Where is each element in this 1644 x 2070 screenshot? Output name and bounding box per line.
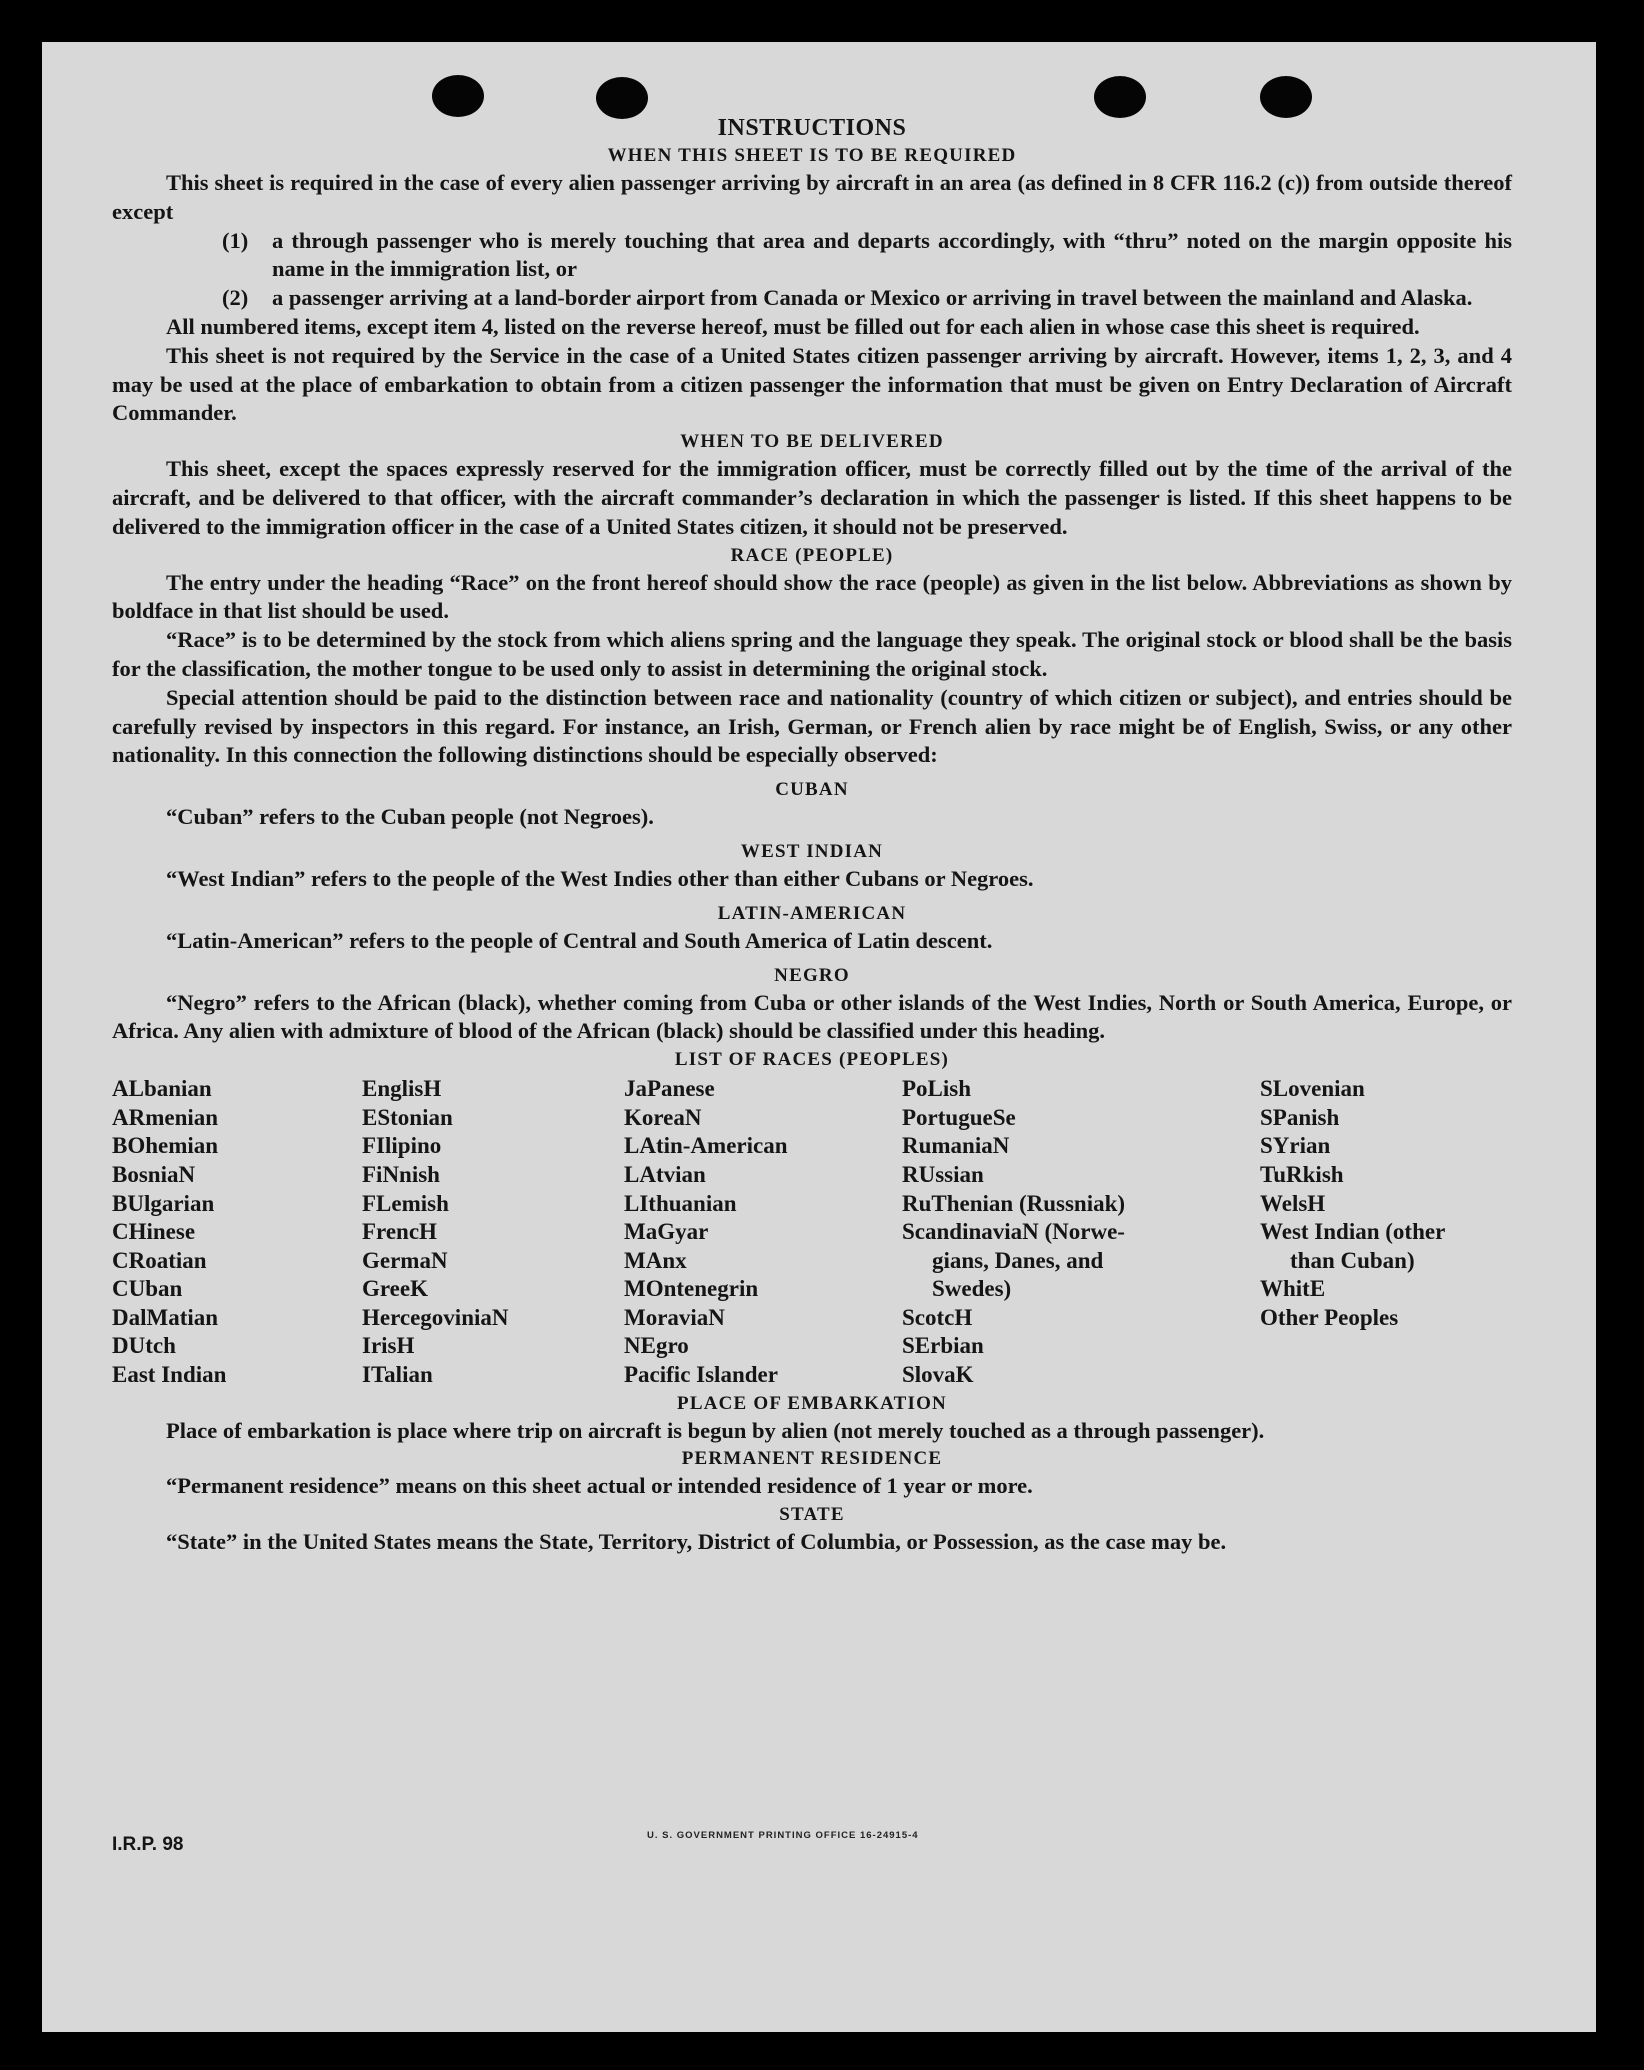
race-entry: LAtvian (624, 1161, 706, 1187)
race-entry: ITalian (362, 1362, 433, 1388)
races-column (624, 1075, 902, 1390)
race-entry: Pacific Islander (624, 1362, 778, 1388)
race-entry: SLovenian (1260, 1076, 1365, 1102)
race-entry: FLemish (362, 1190, 449, 1216)
heading-west-indian: WEST INDIAN (740, 840, 884, 862)
race-entry: SErbian (902, 1333, 984, 1359)
paragraph: This sheet, except the spaces expressly reserved for the immigration officer, must be correctly filled out by the time of the arrival of the aircraft, and be delivered to that officer, with the aircraft commander’s declaration in which the passenger is listed. If this sheet happens to be delivered to the immigration officer in the case of a United States citizen, it should not be preserved. (112, 456, 1512, 539)
race-entry: Other Peoples (1260, 1304, 1399, 1330)
race-entry: LAtin-American (624, 1133, 788, 1159)
race-entry: WhitE (1260, 1276, 1326, 1302)
race-entry: ScandinaviaN (Norwe- (902, 1219, 1125, 1245)
race-entry: RUssian (902, 1161, 984, 1187)
paragraph: “Negro” refers to the African (black), whether coming from Cuba or other islands of the West Indies, North or South America, Europe, or Africa. Any alien with admixture of blood of the African (black) should be classified under this heading. (112, 989, 1512, 1044)
race-entry: SlovaK (902, 1362, 974, 1388)
list-item (222, 227, 1512, 285)
race-entry: JaPanese (624, 1076, 715, 1102)
heading-state: STATE (779, 1504, 845, 1526)
punch-hole (432, 75, 484, 117)
race-entry: BOhemian (112, 1133, 219, 1159)
race-entry: DUtch (112, 1333, 176, 1359)
punch-hole (1094, 76, 1146, 118)
item-number: (2) (222, 285, 249, 311)
heading-race: RACE (PEOPLE) (730, 544, 894, 566)
paragraph: The entry under the heading “Race” on the front hereof should show the race (people) as given in the list below. Abbreviations as shown by boldface in that list should be used. (112, 569, 1512, 624)
races-column (1260, 1075, 1512, 1390)
item-text: a passenger arriving at a land-border airport from Canada or Mexico or arriving in travel between the mainland and Alaska. (272, 285, 1473, 311)
race-entry: FIlipino (362, 1133, 442, 1159)
races-column (362, 1075, 624, 1390)
printer-imprint: U. S. GOVERNMENT PRINTING OFFICE 16-24915-4 (647, 1830, 919, 1841)
race-entry: WelsH (1260, 1190, 1326, 1216)
race-entry: GermaN (362, 1247, 448, 1273)
paragraph: “Cuban” refers to the Cuban people (not Negroes). (166, 804, 654, 830)
heading-negro: NEGRO (774, 964, 850, 986)
race-entry: RumaniaN (902, 1133, 1010, 1159)
race-entry: gians, Danes, and (932, 1247, 1104, 1273)
document-sheet (42, 42, 1596, 2032)
race-entry: BUlgarian (112, 1190, 215, 1216)
race-entry: MAnx (624, 1247, 687, 1273)
heading-when-delivered: WHEN TO BE DELIVERED (680, 431, 944, 453)
heading-permanent-residence: PERMANENT RESIDENCE (681, 1448, 943, 1470)
race-entry: Swedes) (932, 1276, 1012, 1302)
race-entry: West Indian (other (1260, 1219, 1446, 1245)
heading-when-required: WHEN THIS SHEET IS TO BE REQUIRED (607, 145, 1017, 166)
heading-cuban: CUBAN (775, 779, 849, 801)
heading-latin-american: LATIN-AMERICAN (717, 902, 907, 924)
paragraph: “West Indian” refers to the people of the West Indies other than either Cubans or Negroes. (166, 865, 1034, 891)
race-entry: MoraviaN (624, 1304, 725, 1330)
race-entry: BosniaN (112, 1161, 196, 1187)
race-entry: SYrian (1260, 1133, 1331, 1159)
race-entry: FiNnish (362, 1161, 440, 1187)
paragraph: All numbered items, except item 4, listed on the reverse hereof, must be filled out for each alien in whose case this sheet is required. (166, 313, 1420, 339)
paragraph: “State” in the United States means the State, Territory, District of Columbia, or Possession, as the case may be. (166, 1529, 1227, 1555)
races-column (112, 1075, 362, 1390)
race-entry: FrencH (362, 1219, 437, 1245)
paragraph: “Permanent residence” means on this sheet actual or intended residence of 1 year or more. (166, 1473, 1033, 1499)
paragraph: “Race” is to be determined by the stock from which aliens spring and the language they speak. The original stock or blood shall be the basis for the classification, the mother tongue to be used only to assist in determining the original stock. (112, 627, 1512, 681)
race-entry: RuThenian (Russniak) (902, 1190, 1126, 1216)
race-entry: KoreaN (624, 1104, 702, 1130)
race-entry: LIthuanian (624, 1190, 737, 1216)
race-entry: CHinese (112, 1219, 196, 1245)
races-column (902, 1075, 1260, 1390)
item-number: (1) (222, 227, 249, 253)
heading-races-list: LIST OF RACES (PEOPLES) (674, 1049, 950, 1071)
race-entry: CUban (112, 1276, 183, 1302)
punch-hole (596, 77, 648, 119)
race-entry: EStonian (362, 1104, 453, 1130)
race-entry: TuRkish (1260, 1161, 1344, 1187)
form-number: I.R.P. 98 (112, 1834, 184, 1855)
paragraph: This sheet is required in the case of every alien passenger arriving by aircraft in an area (as defined in 8 CFR 116.2 (c)) from outside thereof except (112, 170, 1512, 224)
race-entry: HercegoviniaN (362, 1304, 509, 1330)
race-entry: PortugueSe (902, 1104, 1016, 1130)
race-entry: DalMatian (112, 1304, 219, 1330)
race-entry: ALbanian (112, 1076, 212, 1102)
race-entry: ARmenian (112, 1104, 219, 1130)
item-text: a through passenger who is merely touching that area and departs accordingly, with “thru” noted on the margin opposite his name in the immigration list, or (272, 227, 1512, 282)
race-entry: EnglisH (362, 1076, 442, 1102)
page-title: INSTRUCTIONS (717, 115, 907, 141)
heading-embarkation: PLACE OF EMBARKATION (677, 1392, 947, 1414)
race-entry: MaGyar (624, 1219, 709, 1245)
race-entry: than Cuban) (1290, 1247, 1415, 1273)
race-entry: East Indian (112, 1362, 227, 1388)
race-entry: MOntenegrin (624, 1276, 759, 1302)
punch-hole (1260, 76, 1312, 118)
race-entry: IrisH (362, 1333, 415, 1359)
paragraph: This sheet is not required by the Service in the case of a United States citizen passenger arriving by aircraft. However, items 1, 2, 3, and 4 may be used at the place of embarkation to obtain from a citizen passenger the information that must be given on Entry Declaration of Aircraft Commander. (112, 342, 1512, 426)
instructions-content (112, 114, 1512, 1557)
races-list (112, 1075, 1512, 1390)
paragraph: Special attention should be paid to the distinction between race and nationality (country of which citizen or subject), and entries should be carefully revised by inspectors in this regard. For instance, an Irish, German, or French alien by race might be of English, Swiss, or any other nationality. In this connection the following distinctions should be especially observed: (112, 684, 1512, 768)
race-entry: GreeK (362, 1276, 428, 1302)
paragraph: “Latin-American” refers to the people of Central and South America of Latin descent. (166, 927, 993, 953)
race-entry: ScotcH (902, 1304, 973, 1330)
paragraph: Place of embarkation is place where trip on aircraft is begun by alien (not merely touched as a through passenger). (166, 1417, 1265, 1443)
race-entry: NEgro (624, 1333, 689, 1359)
race-entry: SPanish (1260, 1104, 1340, 1130)
race-entry: PoLish (902, 1076, 972, 1102)
race-entry: CRoatian (112, 1247, 207, 1273)
list-item (222, 284, 1512, 313)
